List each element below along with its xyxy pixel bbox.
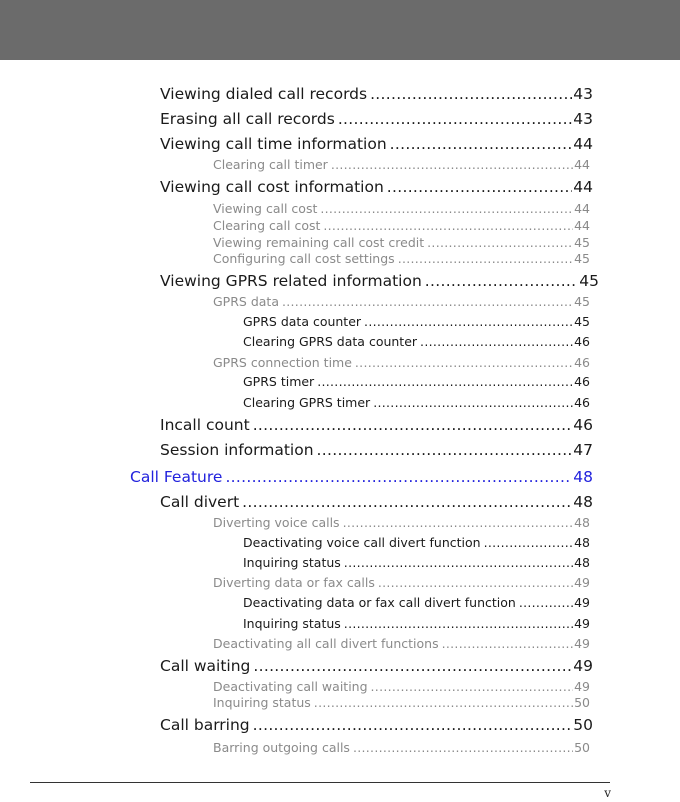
toc-entry[interactable] [243,395,590,411]
toc-entry-title: Inquiring status [243,555,341,570]
toc-entry-page: 49 [574,575,590,590]
toc-entry-page: 48 [574,535,590,550]
footer-divider [30,782,610,783]
toc-entry-title: Diverting voice calls [213,515,340,530]
toc-leader-dots [242,492,572,512]
toc-entry[interactable] [243,535,590,551]
toc-leader-dots [398,251,573,267]
toc-entry-page: 46 [574,334,590,349]
toc-entry-page: 48 [574,515,590,530]
toc-entry-title: Clearing call cost [213,218,321,233]
toc-entry-page: 45 [574,314,590,329]
toc-leader-dots [253,415,573,435]
toc-entry-title: Session information [160,441,314,459]
toc-entry-page: 49 [573,657,593,675]
toc-leader-dots [484,535,574,551]
toc-leader-dots [344,555,573,571]
toc-entry-title: Inquiring status [213,695,311,710]
toc-entry-title: GPRS data counter [243,314,362,329]
toc-entry-page: 43 [573,110,593,128]
toc-entry-page: 49 [574,636,590,651]
toc-entry[interactable] [243,314,590,330]
toc-entry-title: Erasing all call records [160,110,335,128]
toc-entry[interactable] [243,374,590,390]
toc-entry[interactable] [213,157,590,173]
toc-entry[interactable] [160,656,593,676]
toc-entry-page: 43 [573,85,593,103]
toc-entry-title: Diverting data or fax calls [213,575,375,590]
toc-entry[interactable] [243,334,590,350]
toc-leader-dots [320,201,573,217]
toc-leader-dots [387,177,572,197]
toc-entry-page: 50 [574,695,590,710]
toc-entry[interactable] [160,492,593,512]
toc-entry[interactable] [213,251,590,267]
toc-entry[interactable] [213,740,590,756]
toc-leader-dots [427,235,573,251]
toc-leader-dots [225,467,572,487]
toc-leader-dots [317,374,573,390]
toc-entry[interactable] [213,235,590,251]
toc-entry-title: Incall count [160,416,250,434]
toc-entry[interactable] [213,294,590,310]
header-bar [0,0,680,60]
toc-leader-dots [317,440,573,460]
toc-entry-title: Call barring [160,716,250,734]
toc-leader-dots [420,334,573,350]
toc-entry-page: 49 [574,616,590,631]
toc-entry-title: GPRS data [213,294,279,309]
toc-entry-page: 49 [574,595,590,610]
toc-entry[interactable] [160,415,593,435]
toc-entry-page: 44 [573,135,593,153]
page-number: v [604,786,611,800]
toc-entry-page: 48 [573,493,593,511]
toc-entry-page: 44 [574,157,590,172]
toc-entry-title: Configuring call cost settings [213,251,395,266]
toc-leader-dots [364,314,573,330]
toc-entry[interactable] [213,636,590,652]
toc-entry[interactable] [160,440,593,460]
toc-entry-page: 48 [573,468,593,486]
toc-entry-page: 45 [574,235,590,250]
toc-entry-title: Clearing call timer [213,157,328,172]
toc-entry-title: Viewing dialed call records [160,85,368,103]
toc-entry-page: 45 [579,272,599,290]
toc-entry-page: 49 [574,679,590,694]
toc-entry-page: 48 [574,555,590,570]
toc-entry-page: 45 [574,251,590,266]
toc-entry-page: 44 [574,201,590,216]
toc-entry[interactable] [213,575,590,591]
toc-leader-dots [323,218,573,234]
toc-entry[interactable] [160,84,593,104]
toc-entry-page: 46 [574,395,590,410]
toc-leader-dots [355,355,573,371]
toc-entry-page: 50 [574,740,590,755]
toc-entry-title: Call divert [160,493,240,511]
toc-leader-dots [253,656,572,676]
toc-entry-page: 50 [573,716,593,734]
toc-entry-title: Viewing call time information [160,135,387,153]
toc-leader-dots [343,515,574,531]
toc-entry-title: Clearing GPRS data counter [243,334,418,349]
toc-entry[interactable] [160,271,599,291]
toc-entry-title: Call Feature [130,468,223,486]
toc-leader-dots [338,109,572,129]
toc-entry-page: 45 [574,294,590,309]
toc-leader-dots [371,679,574,695]
toc-leader-dots [253,715,573,735]
toc-entry-title: Viewing call cost [213,201,318,216]
toc-entry-title: Clearing GPRS timer [243,395,371,410]
toc-entry-page: 44 [574,218,590,233]
toc-entry-title: Barring outgoing calls [213,740,350,755]
toc-leader-dots [282,294,573,310]
toc-entry-page: 46 [574,355,590,370]
toc-leader-dots [344,616,573,632]
toc-entry[interactable] [213,355,590,371]
toc-entry[interactable] [243,616,590,632]
toc-entry[interactable] [243,555,590,571]
toc-entry-title: Viewing remaining call cost credit [213,235,425,250]
toc-entry[interactable] [160,715,593,735]
toc-entry-title: Deactivating all call divert functions [213,636,439,651]
toc-entry[interactable] [213,695,590,711]
toc-leader-dots [373,395,573,411]
toc-entry-title: Deactivating voice call divert function [243,535,481,550]
toc-leader-dots [390,134,573,154]
toc-entry-title: Viewing call cost information [160,178,384,196]
toc-entry[interactable] [213,515,590,531]
toc-entry-title: Inquiring status [243,616,341,631]
toc-leader-dots [370,84,572,104]
toc-chapter-entry[interactable] [130,467,593,487]
toc-entry-page: 47 [573,441,593,459]
toc-entry[interactable] [243,595,590,611]
toc-leader-dots [378,575,573,591]
toc-entry-title: GPRS timer [243,374,315,389]
toc-entry[interactable] [213,218,590,234]
toc-entry[interactable] [160,109,593,129]
toc-leader-dots [353,740,573,756]
toc-entry-title: Call waiting [160,657,251,675]
toc-leader-dots [442,636,573,652]
toc-entry-page: 46 [574,374,590,389]
toc-leader-dots [519,595,573,611]
toc-entry[interactable] [213,679,590,695]
toc-entry-page: 44 [573,178,593,196]
toc-entry-page: 46 [573,416,593,434]
toc-leader-dots [331,157,573,173]
toc-leader-dots [425,271,578,291]
toc-entry-title: GPRS connection time [213,355,352,370]
toc-entry-title: Deactivating data or fax call divert function [243,595,516,610]
toc-entry[interactable] [160,134,593,154]
toc-entry[interactable] [213,201,590,217]
toc-entry-title: Deactivating call waiting [213,679,368,694]
toc-leader-dots [314,695,573,711]
toc-entry-title: Viewing GPRS related information [160,272,422,290]
toc-entry[interactable] [160,177,593,197]
